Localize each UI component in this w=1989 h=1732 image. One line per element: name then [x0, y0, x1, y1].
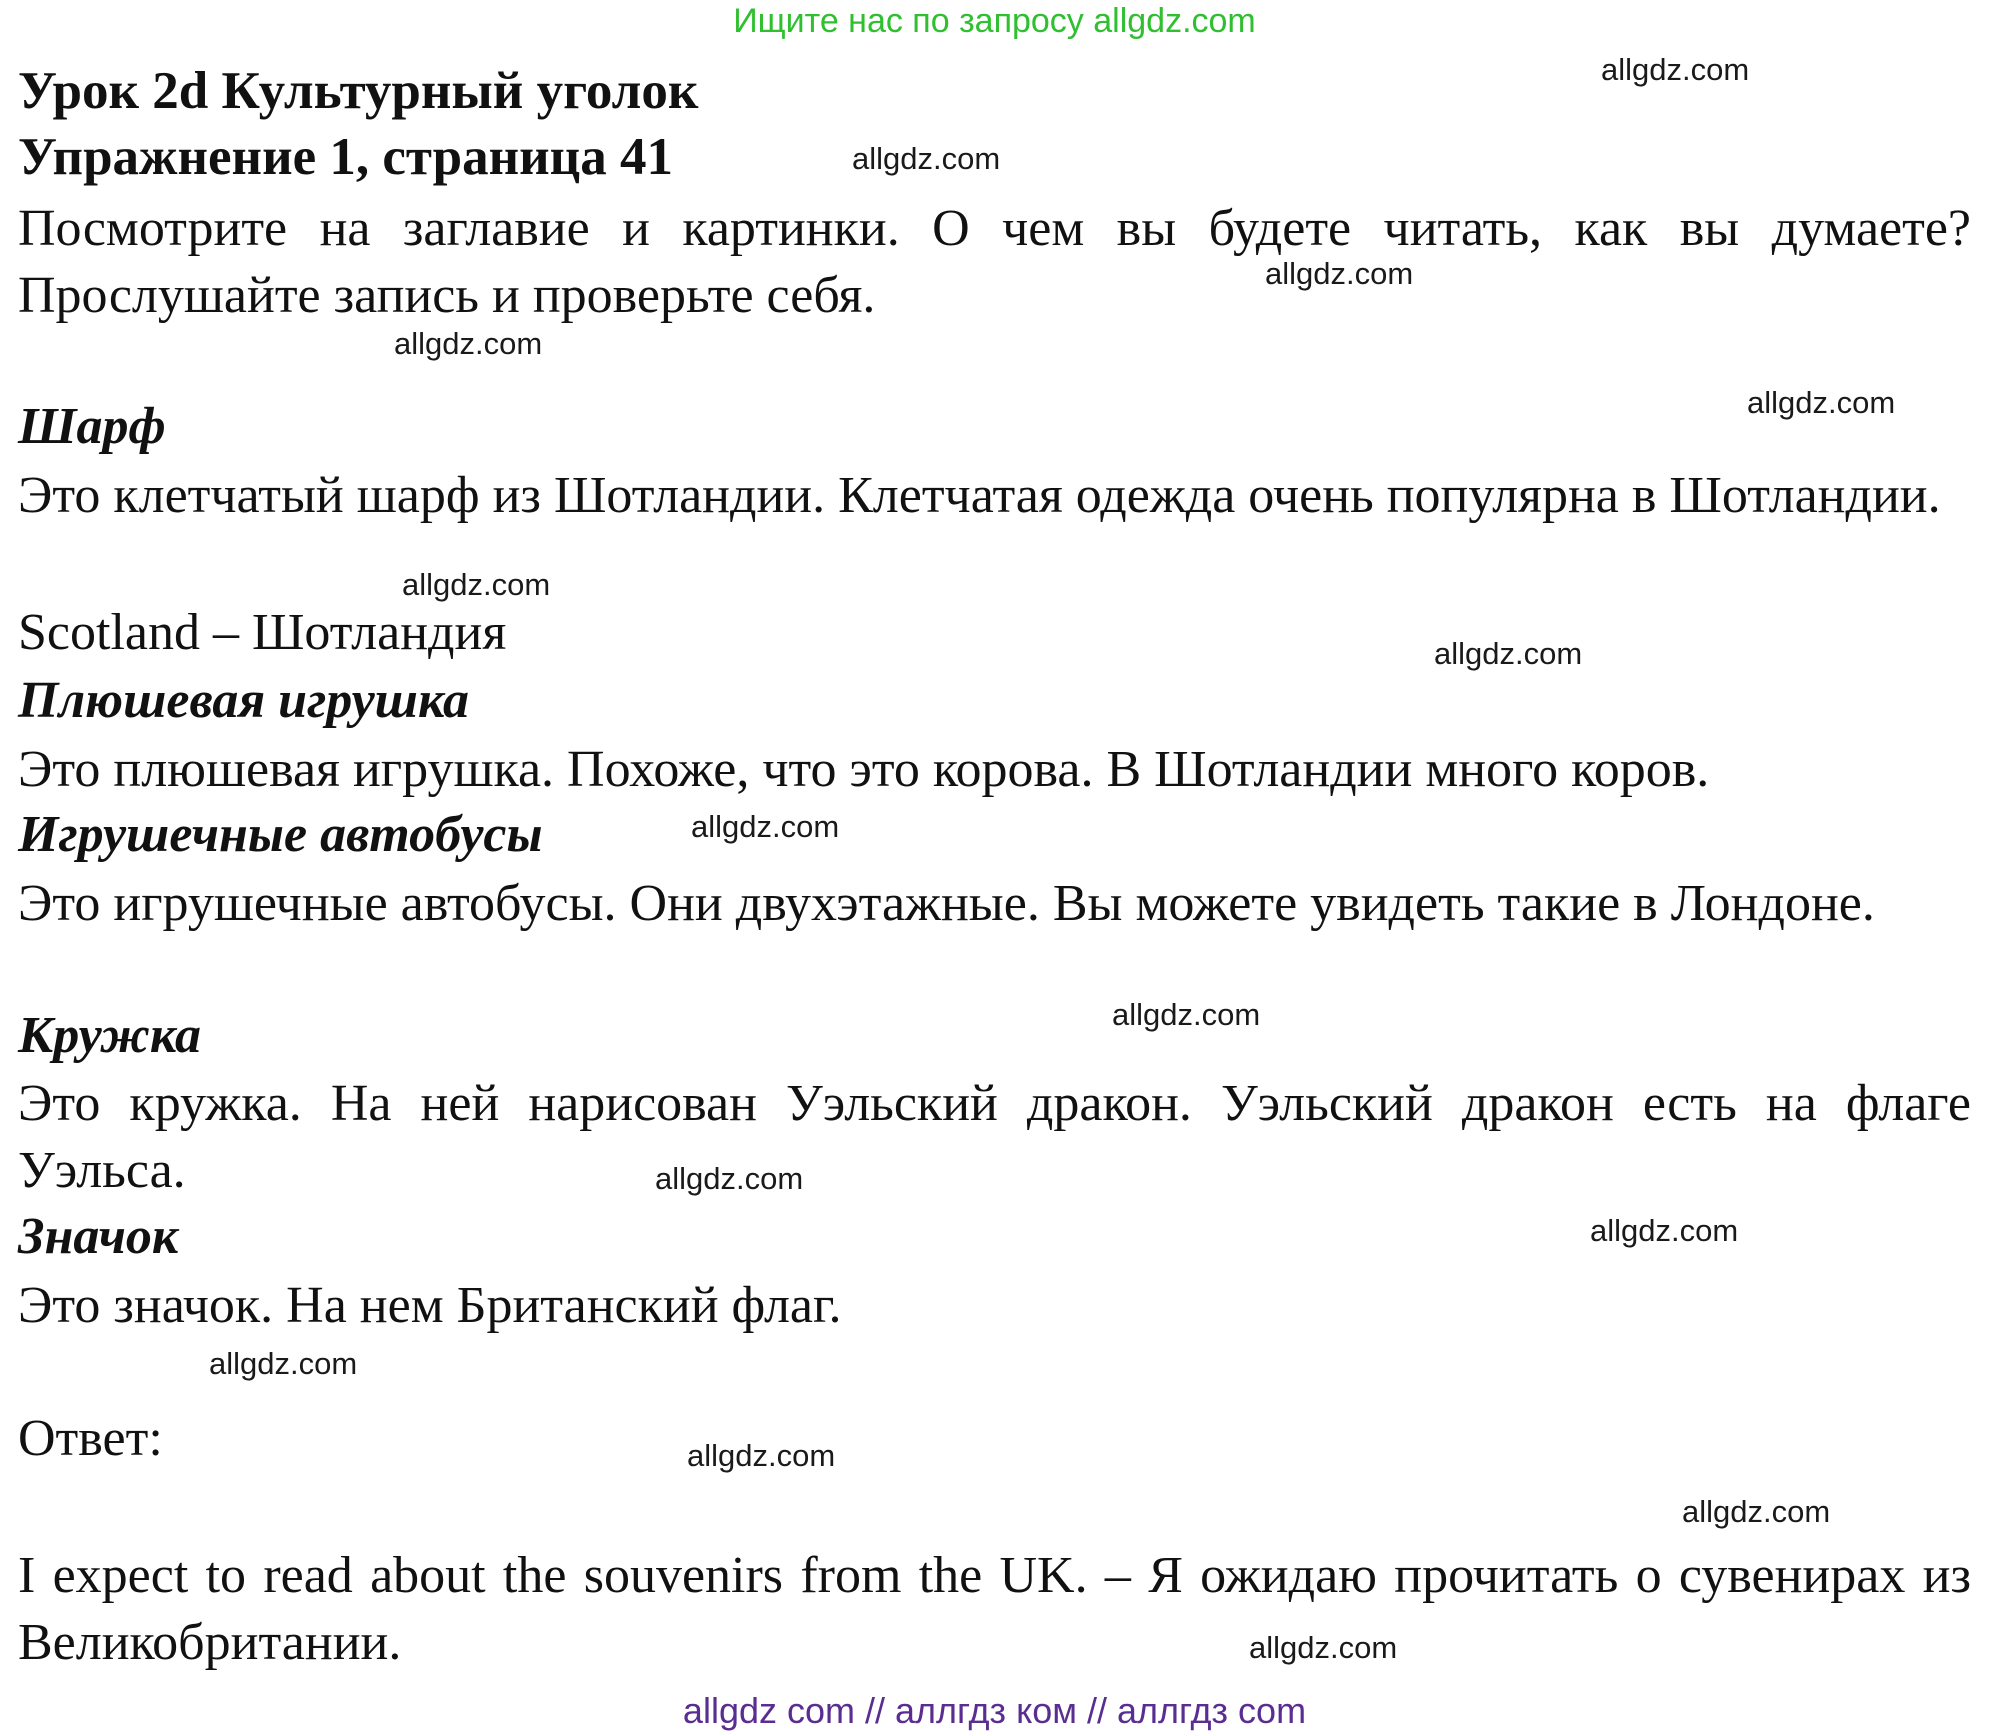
watermark: allgdz.com	[402, 567, 551, 602]
item-text-toy-buses: Это игрушечные автобусы. Они двухэтажные. Вы можете увидеть такие в Лондоне.	[18, 875, 1875, 932]
top-banner[interactable]: Ищите нас по запросу allgdz.com	[733, 2, 1256, 40]
lesson-title: Урок 2d Культурный уголок	[18, 62, 699, 120]
watermark: allgdz.com	[687, 1438, 836, 1473]
watermark: allgdz.com	[394, 326, 543, 361]
item-note-scarf: Scotland – Шотландия	[18, 604, 507, 661]
item-heading-plush-toy: Плюшевая игрушка	[18, 672, 470, 729]
item-text-scarf: Это клетчатый шарф из Шотландии. Клетчатая одежда очень популярна в Шотландии.	[18, 467, 1941, 524]
item-text-plush-toy: Это плюшевая игрушка. Похоже, что это корова. В Шотландии много коров.	[18, 741, 1710, 798]
item-heading-toy-buses: Игрушечные автобусы	[18, 806, 543, 863]
watermark: allgdz.com	[691, 809, 840, 844]
item-heading-mug: Кружка	[18, 1007, 201, 1064]
item-heading-scarf: Шарф	[18, 398, 166, 455]
watermark: allgdz.com	[1590, 1213, 1739, 1248]
watermark: allgdz.com	[1249, 1630, 1398, 1665]
item-text-mug: Это кружка. На ней нарисован Уэльский дракон. Уэльский дракон есть на флаге Уэльса.	[18, 1075, 1971, 1199]
watermark: allgdz.com	[655, 1161, 804, 1196]
watermark: allgdz.com	[852, 141, 1001, 176]
watermark: allgdz.com	[1747, 385, 1896, 420]
watermark: allgdz.com	[1112, 997, 1261, 1032]
watermark: allgdz.com	[1265, 256, 1414, 291]
exercise-title: Упражнение 1, страница 41	[18, 128, 673, 186]
answer-text: I expect to read about the souvenirs from the UK. – Я ожидаю прочитать о сувенирах из Великобритании.	[18, 1547, 1971, 1671]
watermark: allgdz.com	[209, 1346, 358, 1381]
answer-label: Ответ:	[18, 1410, 163, 1467]
watermark: allgdz.com	[1434, 636, 1583, 671]
watermark: allgdz.com	[1601, 52, 1750, 87]
task-text: Посмотрите на заглавие и картинки. О чем вы будете читать, как вы думаете? Прослушайте запись и проверьте себя.	[18, 200, 1971, 324]
item-heading-badge: Значок	[18, 1208, 179, 1265]
watermark: allgdz.com	[1682, 1494, 1831, 1529]
bottom-banner[interactable]: allgdz com // аллгдз ком // аллгдз com	[682, 1690, 1307, 1731]
item-text-badge: Это значок. На нем Британский флаг.	[18, 1277, 842, 1334]
